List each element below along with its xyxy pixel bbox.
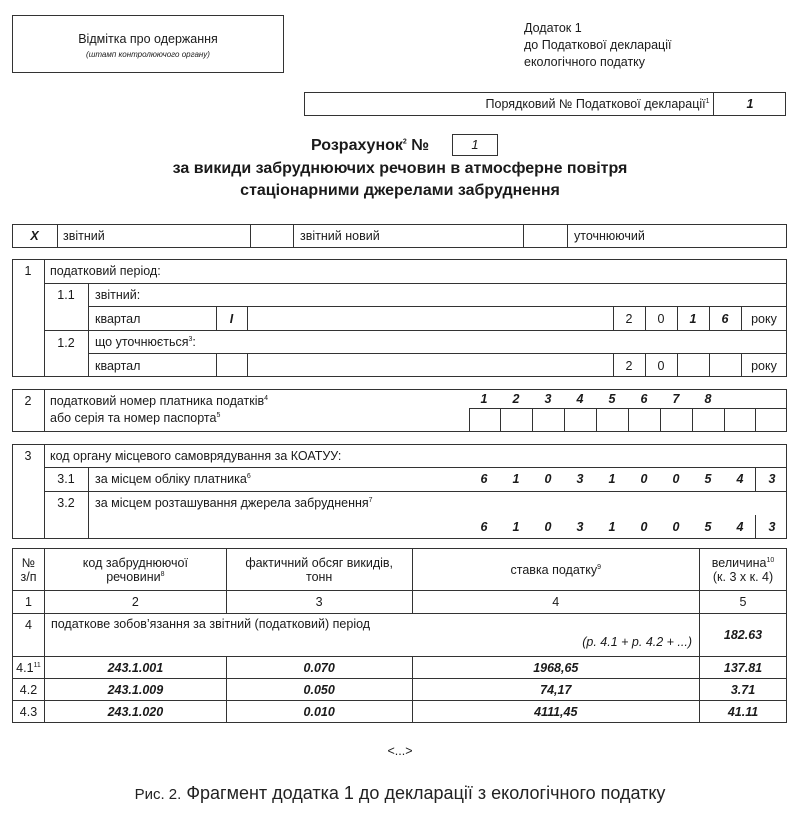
s2-num: 2 bbox=[24, 394, 32, 408]
row-amount[interactable]: 41.11 bbox=[700, 701, 787, 723]
taxpayer-digit[interactable]: 4 bbox=[576, 392, 584, 406]
s1-num: 1 bbox=[24, 264, 32, 278]
r11-year-digit[interactable]: 0 bbox=[657, 312, 665, 326]
figure-caption: Рис. 2. Фрагмент додатка 1 до декларації з екологічного податку bbox=[134, 783, 666, 803]
col-number: 3 bbox=[226, 591, 412, 614]
table-col-numbers bbox=[13, 591, 787, 614]
r32-num: 3.2 bbox=[57, 496, 75, 510]
appendix-note bbox=[524, 20, 671, 71]
appendix-line1: Додаток 1 bbox=[524, 21, 582, 35]
taxpayer-digit[interactable]: 7 bbox=[672, 392, 680, 406]
koatuu-digit[interactable]: 6 bbox=[480, 520, 488, 534]
type-clarifying-label: уточнюючий bbox=[574, 229, 645, 243]
taxpayer-digit[interactable]: 8 bbox=[704, 392, 712, 406]
r12-year-suffix: року bbox=[751, 359, 777, 373]
calc-title-line2: за викиди забруднюючих речовин в атмосферне повітря bbox=[172, 160, 628, 177]
koatuu-digit[interactable]: 1 bbox=[608, 472, 616, 486]
row-code[interactable]: 243.1.001 bbox=[44, 657, 226, 679]
koatuu-digit[interactable]: 0 bbox=[544, 520, 552, 534]
col-number: 2 bbox=[44, 591, 226, 614]
table-row bbox=[13, 679, 787, 701]
taxpayer-digit[interactable]: 6 bbox=[640, 392, 648, 406]
koatuu-digit[interactable]: 1 bbox=[512, 520, 520, 534]
ellipsis: <...> bbox=[387, 744, 413, 758]
r11-num: 1.1 bbox=[57, 288, 75, 302]
koatuu-digit[interactable]: 4 bbox=[736, 520, 744, 534]
row-rate[interactable]: 4111,45 bbox=[412, 701, 700, 723]
row-amount[interactable]: 137.81 bbox=[700, 657, 787, 679]
serial-label: Порядковий № Податкової декларації$^1$ bbox=[305, 93, 714, 115]
koatuu-digit[interactable]: 3 bbox=[576, 472, 584, 486]
r12-quarter-label: квартал bbox=[95, 359, 141, 373]
taxpayer-digit[interactable]: 2 bbox=[512, 392, 520, 406]
row-amount[interactable]: 3.71 bbox=[700, 679, 787, 701]
row-num: $4.1^{11}$ bbox=[13, 657, 45, 679]
r31-label: за місцем обліку платника$^6$ bbox=[95, 472, 251, 486]
koatuu-digit[interactable]: 0 bbox=[640, 520, 648, 534]
row-total-value[interactable]: 182.63 bbox=[700, 614, 787, 657]
type-row bbox=[12, 224, 787, 248]
declaration-serial bbox=[304, 92, 786, 116]
row-total-formula: (р. 4.1 + р. 4.2 + ...) bbox=[582, 635, 693, 649]
row-num: 4.3 bbox=[13, 701, 45, 723]
koatuu-digit[interactable]: 5 bbox=[704, 520, 712, 534]
s3-label: код органу місцевого самоврядування за КОАТУУ: bbox=[50, 449, 342, 463]
s2-label-line1: податковий номер платника податків$^4$ bbox=[50, 394, 269, 408]
r12-year-digit[interactable]: 0 bbox=[657, 359, 665, 373]
serial-value: 1 bbox=[746, 97, 754, 111]
type-new-label: звітний новий bbox=[300, 229, 380, 243]
koatuu-digit[interactable]: 0 bbox=[672, 520, 680, 534]
koatuu-digit[interactable]: 3 bbox=[576, 520, 584, 534]
appendix-line2: до Податкової декларації bbox=[524, 38, 672, 52]
r12-label: що уточнюється$^3$: bbox=[95, 335, 196, 349]
col-number: 5 bbox=[700, 591, 787, 614]
table-header bbox=[13, 549, 787, 591]
r11-quarter-label: квартал bbox=[95, 312, 141, 326]
table-row bbox=[13, 701, 787, 723]
koatuu-digit[interactable]: 1 bbox=[512, 472, 520, 486]
stamp-box bbox=[12, 15, 284, 73]
th-rate: ставка податку$^9$ bbox=[412, 549, 700, 591]
row-num: 4.2 bbox=[13, 679, 45, 701]
th-amount: величина$^{10}$ (к. 3 х к. 4) bbox=[700, 549, 787, 591]
r31-num: 3.1 bbox=[57, 472, 75, 486]
s2-label-line2: або серія та номер паспорта$^5$ bbox=[50, 411, 221, 425]
row-volume[interactable]: 0.070 bbox=[226, 657, 412, 679]
r12-num: 1.2 bbox=[57, 336, 75, 350]
tax-table bbox=[12, 548, 787, 723]
appendix-line3: екологічного податку bbox=[524, 55, 646, 69]
r11-year-suffix: року bbox=[751, 312, 777, 326]
type-new-checkbox[interactable] bbox=[250, 229, 293, 243]
r12-year-digit[interactable]: 2 bbox=[625, 359, 633, 373]
calc-number: 1 bbox=[452, 134, 498, 156]
r11-label: звітний: bbox=[95, 288, 141, 302]
taxpayer-digit[interactable]: 3 bbox=[544, 392, 552, 406]
koatuu-digit[interactable]: 0 bbox=[672, 472, 680, 486]
col-number: 4 bbox=[412, 591, 700, 614]
row-volume[interactable]: 0.010 bbox=[226, 701, 412, 723]
type-reporting-label: звітний bbox=[63, 229, 105, 243]
row-total bbox=[13, 614, 787, 657]
row-code[interactable]: 243.1.020 bbox=[44, 701, 226, 723]
koatuu-digit[interactable]: 0 bbox=[544, 472, 552, 486]
th-volume: фактичний обсяг викидів, тонн bbox=[226, 549, 412, 591]
koatuu-digit[interactable]: 4 bbox=[736, 472, 744, 486]
col-number: 1 bbox=[13, 591, 45, 614]
table-row bbox=[13, 657, 787, 679]
calc-title-line3: стаціонарними джерелами забруднення bbox=[240, 182, 560, 199]
r32-label: за місцем розташування джерела забруднення$^7$ bbox=[95, 496, 373, 510]
row-volume[interactable]: 0.050 bbox=[226, 679, 412, 701]
r11-quarter-value[interactable]: I bbox=[229, 312, 234, 326]
row-rate[interactable]: 74,17 bbox=[412, 679, 700, 701]
taxpayer-digit[interactable]: 1 bbox=[480, 392, 488, 406]
type-mark-checkbox[interactable]: X bbox=[30, 229, 39, 243]
s1-label: податковий період: bbox=[50, 264, 161, 278]
th-code: код забруднюючої речовини$^8$ bbox=[44, 549, 226, 591]
r12-quarter-value[interactable] bbox=[216, 359, 247, 373]
koatuu-digit[interactable]: 3 bbox=[768, 472, 776, 486]
r11-year-digit[interactable]: 2 bbox=[625, 312, 633, 326]
taxpayer-digit[interactable]: 5 bbox=[608, 392, 616, 406]
koatuu-digit[interactable]: 5 bbox=[704, 472, 712, 486]
row-code[interactable]: 243.1.009 bbox=[44, 679, 226, 701]
koatuu-digit[interactable]: 1 bbox=[608, 520, 616, 534]
koatuu-digit[interactable]: 3 bbox=[768, 520, 776, 534]
koatuu-digit[interactable]: 0 bbox=[640, 472, 648, 486]
koatuu-digit[interactable]: 6 bbox=[480, 472, 488, 486]
s3-num: 3 bbox=[24, 449, 32, 463]
row-total-num: 4 bbox=[13, 614, 45, 657]
stamp-subtitle: (штамп контролюючого органу) bbox=[86, 50, 210, 59]
row-rate[interactable]: 1968,65 bbox=[412, 657, 700, 679]
r11-year-digit[interactable]: 6 bbox=[721, 312, 729, 326]
type-clarifying-checkbox[interactable] bbox=[523, 229, 567, 243]
th-num: № з/п bbox=[13, 549, 45, 591]
calc-title: Розрахунок$^2$ № bbox=[311, 137, 430, 154]
stamp-title: Відмітка про одержання bbox=[78, 32, 218, 46]
row-total-label: податкове зобов’язання за звітний (податковий) період (р. 4.1 + р. 4.2 + ...) bbox=[44, 614, 699, 657]
r11-year-digit[interactable]: 1 bbox=[689, 312, 697, 326]
